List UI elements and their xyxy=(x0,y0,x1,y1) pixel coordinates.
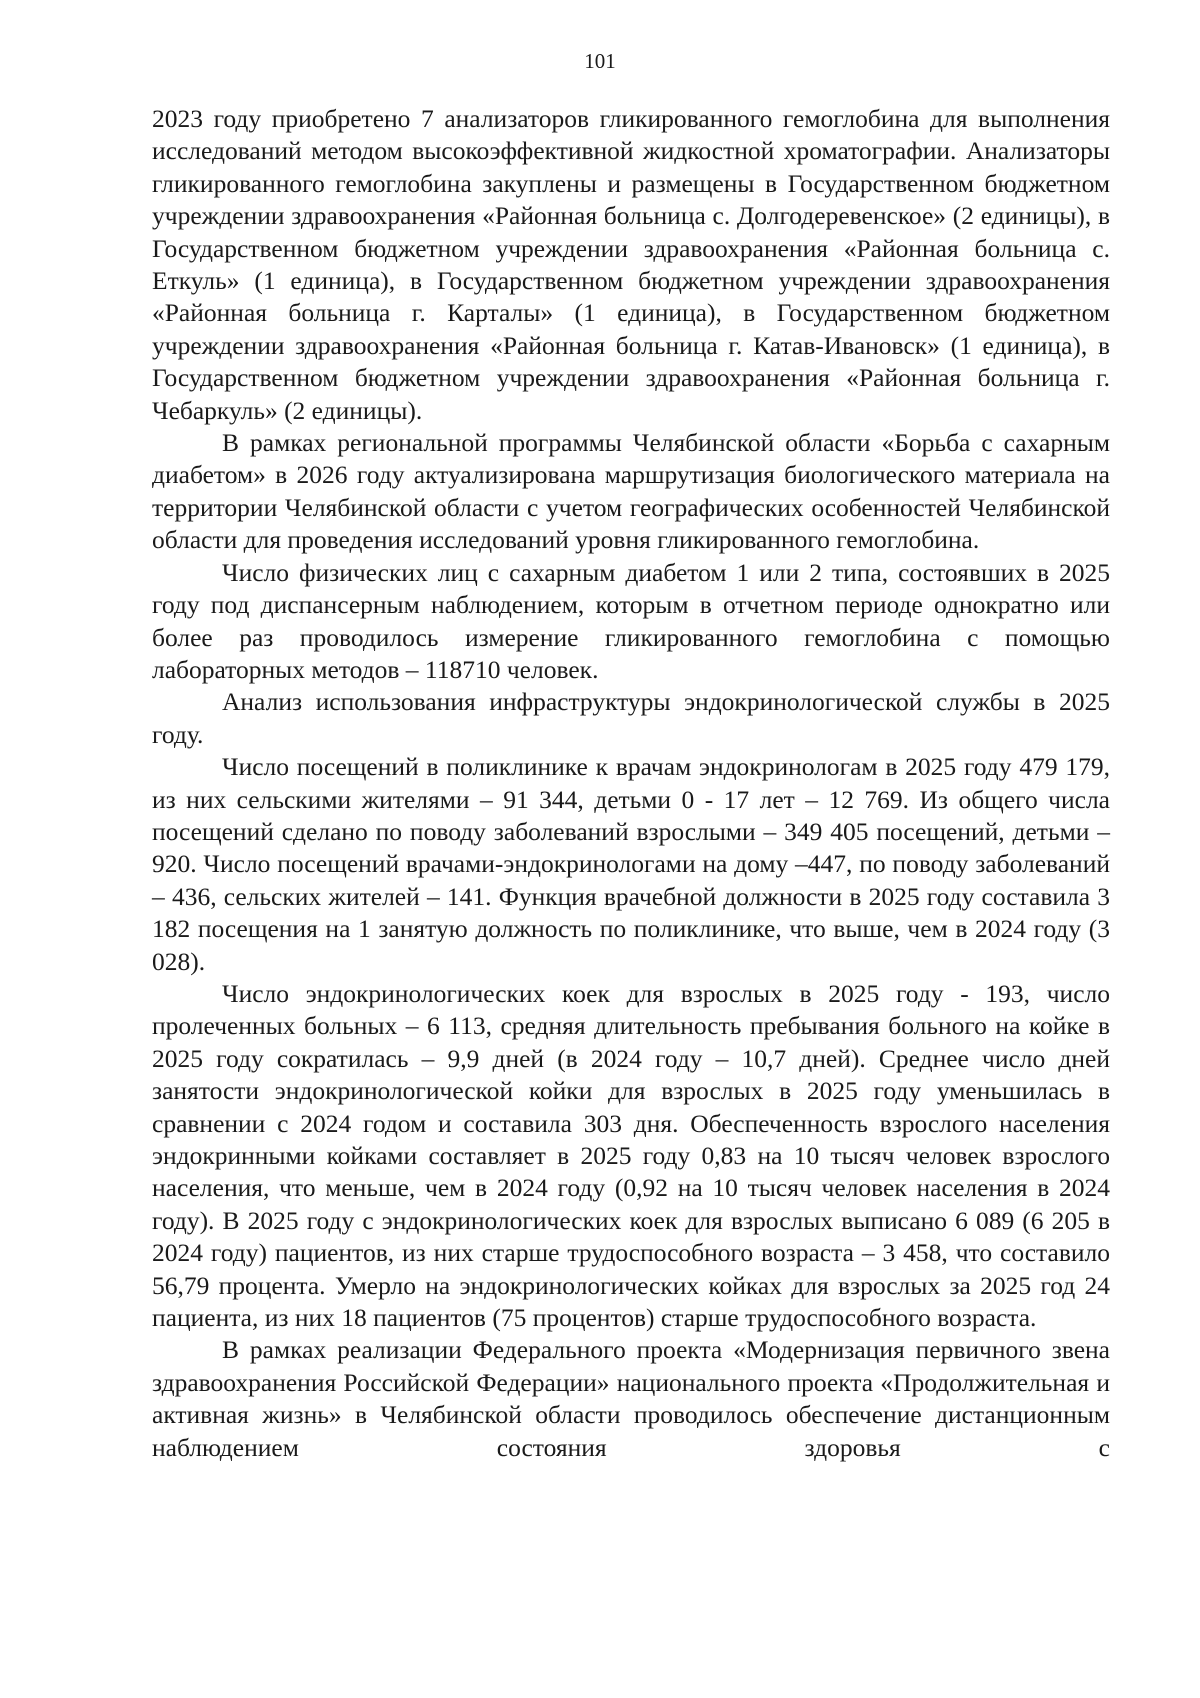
paragraph-glycated-hemoglobin-measurement: Число физических лиц с сахарным диабетом 1 или 2 типа, состоявших в 2025 году под диспансерным наблюдением, которым в отчетном периоде однократно или более раз проводилось измерение гликированного гемоглобина с помощью лабораторных методов – 118710 человек. xyxy=(152,557,1110,684)
page-number: 101 xyxy=(584,49,616,73)
paragraph-regional-program: В рамках региональной программы Челябинской области «Борьба с сахарным диабетом» в 2026 году актуализирована маршрутизация биологического материала на территории Челябинской области с учетом географических особенностей Челябинской области для проведения исследований уровня гликированного гемоглобина. xyxy=(152,428,1110,555)
document-body xyxy=(152,103,1110,1464)
paragraph-hospital-beds: Число эндокринологических коек для взрослых в 2025 году - 193, число пролеченных больных – 6 113, средняя длительность пребывания больного на койке в 2025 году сократилась – 9,9 дней (в 2024 году – 10,7 дней). Среднее число дней занятости эндокринологической койки для взрослых в 2025 году уменьшилась в сравнении с 2024 годом и составила 303 дня. Обеспеченность взрослого населения эндокринными койками составляет в 2025 году 0,83 на 10 тысяч человек взрослого населения, что меньше, чем в 2024 году (0,92 на 10 тысяч человек населения в 2024 году). В 2025 году с эндокринологических коек для взрослых выписано 6 089 (6 205 в 2024 году) пациентов, из них старше трудоспособного возраста – 3 458, что составило 56,79 процента. Умерло на эндокринологических койках для взрослых за 2025 год 24 пациента, из них 18 пациентов (75 процентов) старше трудоспособного возраста. xyxy=(152,978,1110,1333)
paragraph-outpatient-visits: Число посещений в поликлинике к врачам эндокринологам в 2025 году 479 179, из них сельскими жителями – 91 344, детьми 0 - 17 лет – 12 769. Из общего числа посещений сделано по поводу заболеваний взрослыми – 349 405 посещений, детьми – 920. Число посещений врачами-эндокринологами на дому –447, по поводу заболеваний – 436, сельских жителей – 141. Функция врачебной должности в 2025 году составила 3 182 посещения на 1 занятую должность по поликлинике, что выше, чем в 2024 году (3 028). xyxy=(152,752,1110,976)
paragraph-federal-project: В рамках реализации Федерального проекта «Модернизация первичного звена здравоохранения Российской Федерации» национального проекта «Продолжительная и активная жизнь» в Челябинской области проводилось обеспечение дистанционным наблюдением состояния здоровья с xyxy=(152,1335,1110,1462)
paragraph-infrastructure-analysis: Анализ использования инфраструктуры эндокринологической службы в 2025 году. xyxy=(152,687,1110,749)
paragraph-analyzers: 2023 году приобретено 7 анализаторов гликированного гемоглобина для выполнения исследований методом высокоэффективной жидкостной хроматографии. Анализаторы гликированного гемоглобина закуплены и размещены в Государственном бюджетном учреждении здравоохранения «Районная больница с. Долгодеревенское» (2 единицы), в Государственном бюджетном учреждении здравоохранения «Районная больница с. Еткуль» (1 единица), в Государственном бюджетном учреждении здравоохранения «Районная больница г. Карталы» (1 единица), в Государственном бюджетном учреждении здравоохранения «Районная больница г. Катав-Ивановск» (1 единица), в Государственном бюджетном учреждении здравоохранения «Районная больница г. Чебаркуль» (2 единицы). xyxy=(152,104,1110,425)
